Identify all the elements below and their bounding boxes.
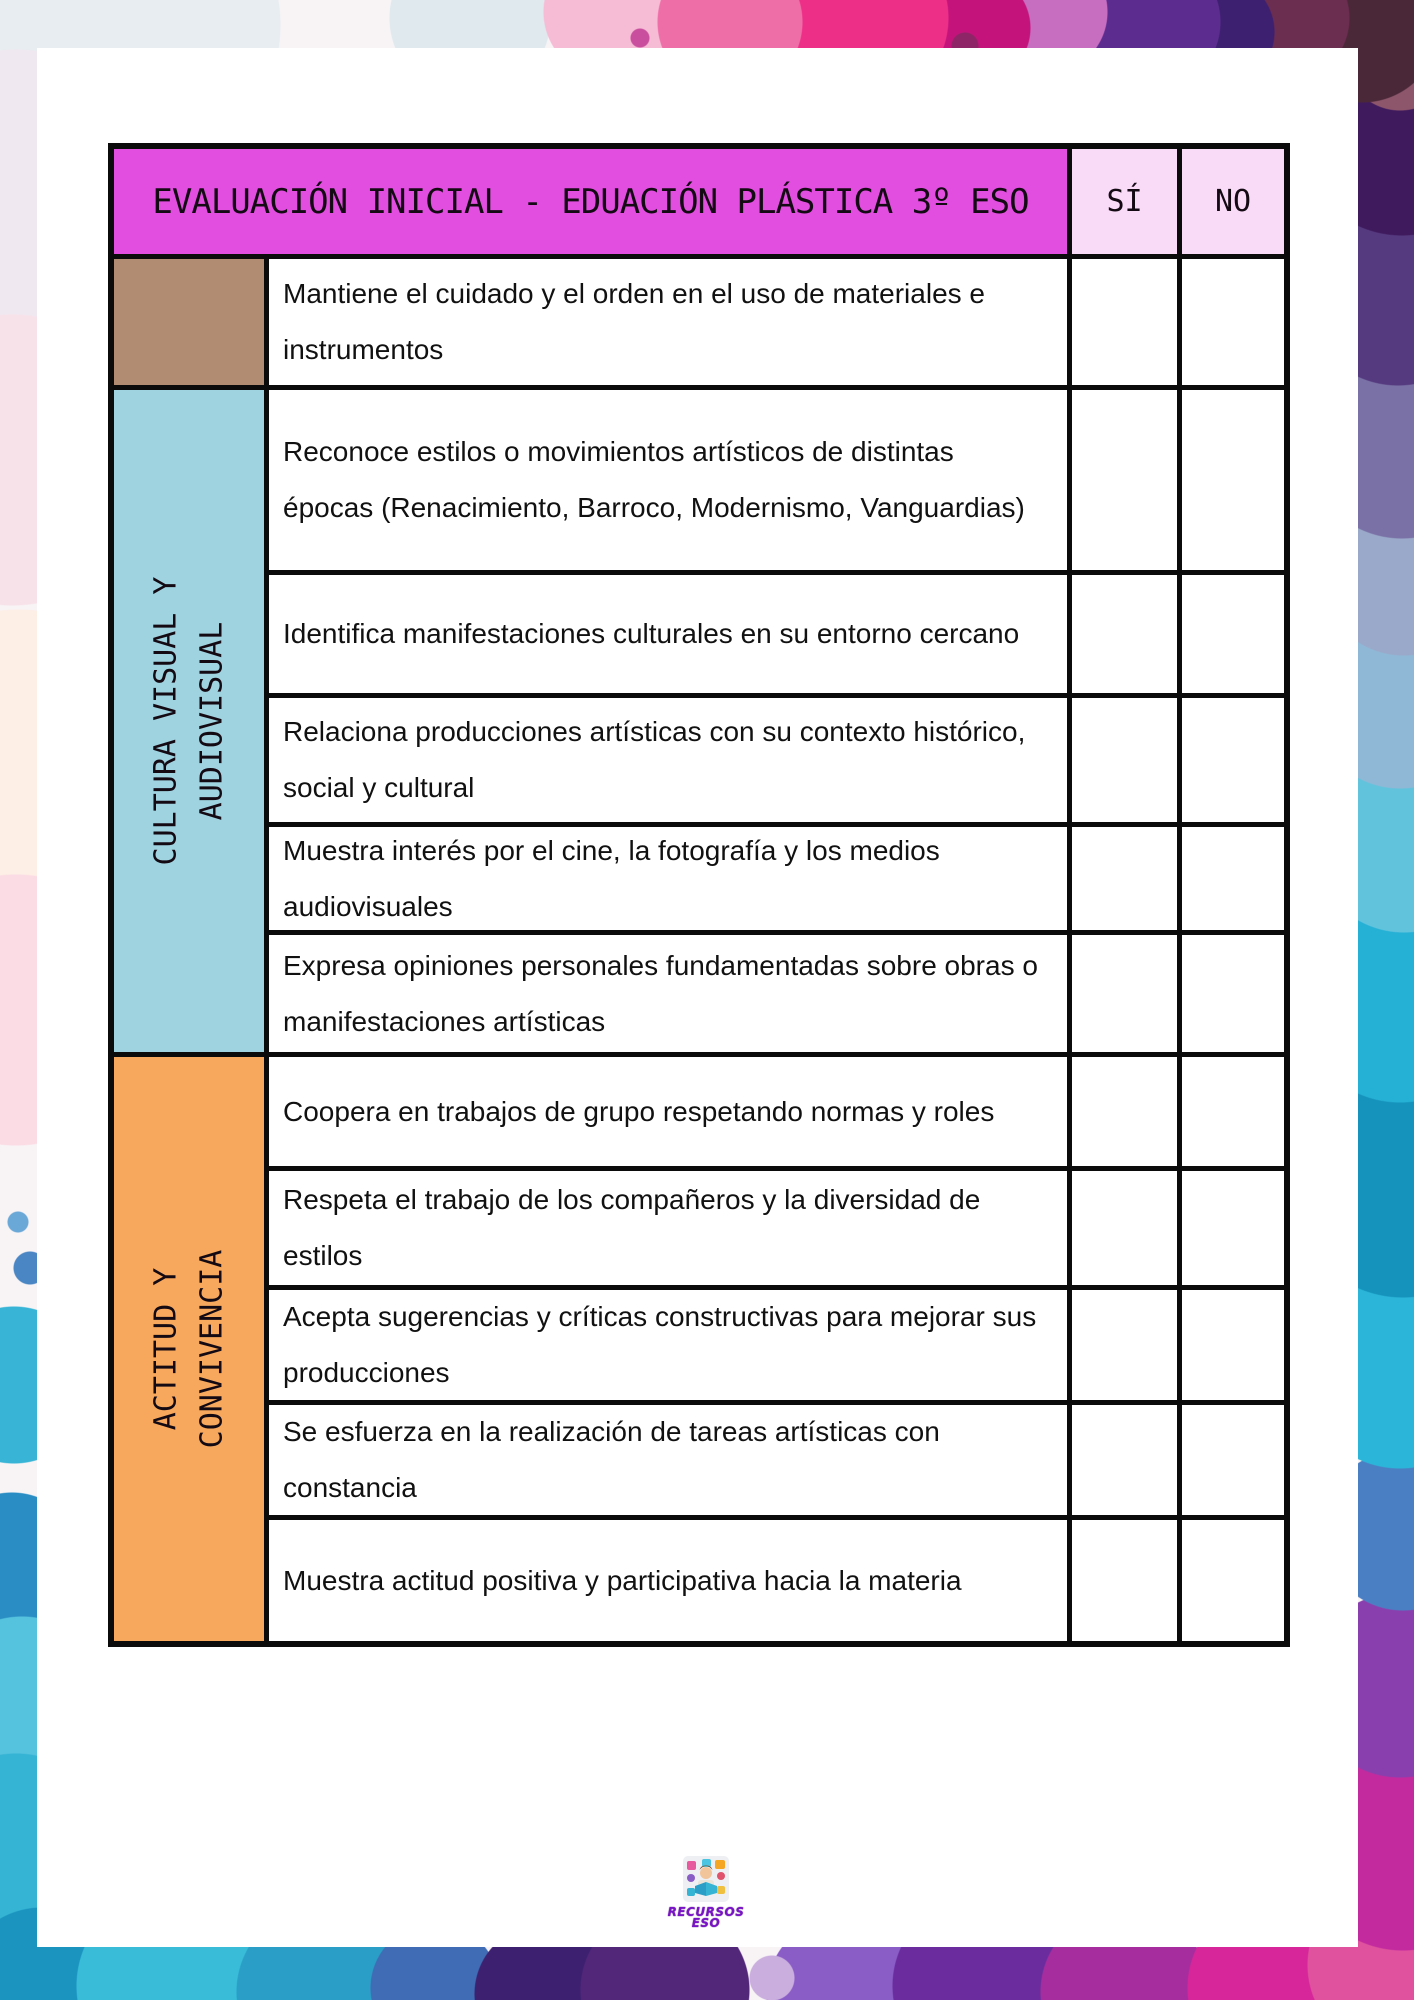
criterion-cell [269,1520,1067,1641]
answer-yes-cell [1072,698,1177,822]
criterion-text: Relaciona producciones artísticas con su contexto histórico, social y cultural [283,716,1026,803]
criterion-cell [269,935,1067,1052]
answer-yes-cell [1072,827,1177,930]
section-label-cultura-visual: CULTURA VISUAL Y AUDIOVISUAL [148,576,230,866]
criterion-text: Respeta el trabajo de los compañeros y la diversidad de estilos [283,1184,981,1271]
section-cell-actitud [114,1057,264,1641]
answer-no-cell [1182,1520,1284,1641]
answer-no-cell [1182,827,1284,930]
answer-yes-cell [1072,1520,1177,1641]
logo-text-line2: ESO [691,1916,721,1930]
answer-no-cell [1182,1057,1284,1166]
criterion-text: Muestra interés por el cine, la fotografía y los medios audiovisuales [283,834,940,922]
answer-yes-cell [1072,259,1177,385]
column-header-no: NO [1182,149,1284,254]
answer-no-cell [1182,390,1284,570]
answer-no-cell [1182,259,1284,385]
criterion-cell [269,827,1067,930]
answer-no-cell [1182,935,1284,1052]
criterion-text: Acepta sugerencias y críticas constructivas para mejorar sus producciones [283,1301,1037,1388]
answer-yes-cell [1072,935,1177,1052]
answer-no-cell [1182,698,1284,822]
table-title: EVALUACIÓN INICIAL - EDUACIÓN PLÁSTICA 3º ESO [114,149,1067,254]
answer-yes-cell [1072,1405,1177,1515]
criterion-cell [269,1290,1067,1400]
answer-no-cell [1182,575,1284,693]
answer-yes-cell [1072,575,1177,693]
criterion-cell [269,259,1067,385]
answer-no-cell [1182,1405,1284,1515]
criterion-text: Coopera en trabajos de grupo respetando normas y roles [283,1095,995,1127]
answer-no-cell [1182,1171,1284,1285]
answer-yes-cell [1072,1171,1177,1285]
logo-text-line1: RECURSOS [667,1905,745,1919]
recursos-eso-logo-image [683,1856,729,1902]
criterion-text: Identifica manifestaciones culturales en su entorno cercano [283,618,1020,649]
criterion-cell [269,1057,1067,1166]
section-cell-materiales [114,259,264,385]
answer-yes-cell [1072,1057,1177,1166]
section-cell-cultura-visual [114,390,264,1052]
evaluation-table [108,143,1290,1647]
criterion-text: Reconoce estilos o movimientos artísticos de distintas épocas (Renacimiento, Barroco, Modernismo, Vanguardias) [283,436,1025,523]
criterion-text: Mantiene el cuidado y el orden en el uso de materiales e instrumentos [283,278,985,365]
answer-no-cell [1182,1290,1284,1400]
criterion-text: Muestra actitud positiva y participativa hacia la materia [283,1564,962,1596]
criterion-cell [269,575,1067,693]
criterion-cell [269,390,1067,570]
criterion-cell [269,1405,1067,1515]
answer-yes-cell [1072,390,1177,570]
criterion-cell [269,698,1067,822]
logo [646,1856,766,1929]
column-header-si: SÍ [1072,149,1177,254]
section-label-actitud: ACTITUD Y CONVIVENCIA [148,1249,229,1449]
criterion-cell [269,1171,1067,1285]
answer-yes-cell [1072,1290,1177,1400]
criterion-text: Se esfuerza en la realización de tareas artísticas con constancia [283,1416,940,1503]
criterion-text: Expresa opiniones personales fundamentadas sobre obras o manifestaciones artísticas [283,949,1038,1037]
